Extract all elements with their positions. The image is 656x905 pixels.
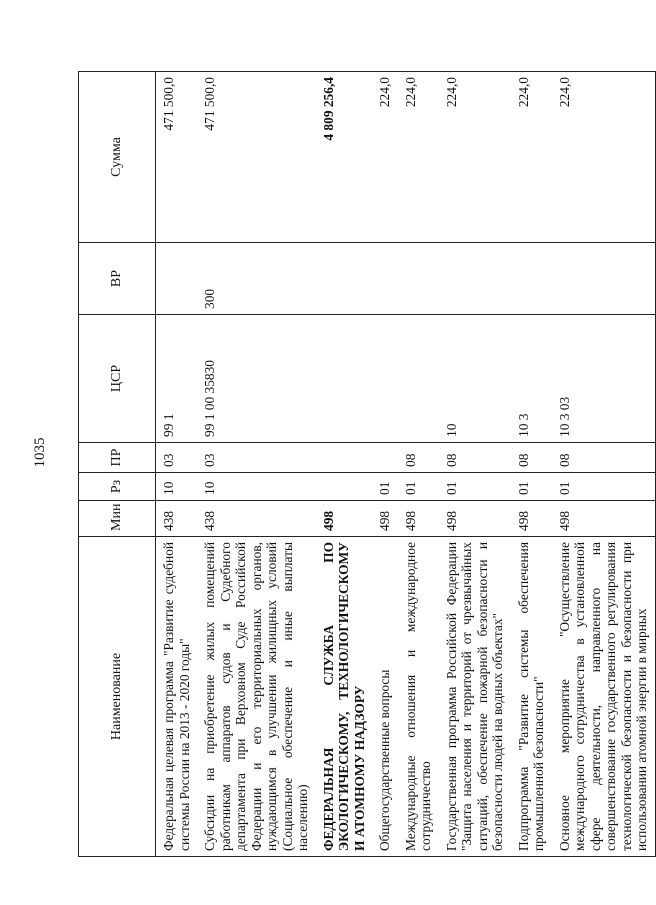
row-rz: 10 [197, 473, 316, 501]
row-min: 498 [552, 501, 656, 537]
row-name: Основное мероприятие "Осуществление международного сотрудничества в установленной сфере деятельности, направленного на совершенствование государственного регулирования технологической безопасности и безопасности при использовании атомной энергии в мирных [552, 537, 656, 857]
row-name: Общегосударственные вопросы [372, 537, 398, 857]
row-name: Субсидии на приобретение жилых помещений работникам аппаратов судов и Судебного департамента при Верховном Суде Российской Федерации и его территориальных органов, нуждающимся в улучшении жилищных условий (Социальное обеспечение и иные выплаты населению) [197, 537, 316, 857]
row-rz: 01 [398, 473, 439, 501]
row-name: ФЕДЕРАЛЬНАЯ СЛУЖБА ПО ЭКОЛОГИЧЕСКОМУ, ТЕХНОЛОГИЧЕСКОМУ И АТОМНОМУ НАДЗОРУ [316, 537, 373, 857]
table-row [372, 72, 398, 857]
row-sum: 224,0 [552, 72, 656, 243]
row-name: Государственная программа Российской Федерации "Защита населения и территорий от чрезвычайных ситуаций, обеспечение пожарной безопасности и безопасности людей на водных объектах" [439, 537, 511, 857]
row-pr [372, 443, 398, 473]
row-sum: 224,0 [511, 72, 552, 243]
row-pr: 08 [552, 443, 656, 473]
row-name: Подпрограмма "Развитие системы обеспечения промышленной безопасности" [511, 537, 552, 857]
row-pr: 08 [398, 443, 439, 473]
row-csr: 99 1 [156, 315, 198, 443]
header-min: Мин [79, 501, 156, 537]
row-vr [398, 243, 439, 315]
row-csr: 10 [439, 315, 511, 443]
table-row [552, 72, 656, 857]
header-csr: ЦСР [79, 315, 156, 443]
row-rz: 01 [511, 473, 552, 501]
row-csr: 99 1 00 35830 [197, 315, 316, 443]
row-name: Международные отношения и международное сотрудничество [398, 537, 439, 857]
row-csr: 10 3 [511, 315, 552, 443]
row-vr [316, 243, 373, 315]
table-row [439, 72, 511, 857]
table-row [156, 72, 198, 857]
row-sum: 471 500,0 [156, 72, 198, 243]
row-pr: 03 [197, 443, 316, 473]
header-name: Наименование [79, 537, 156, 857]
row-pr: 08 [439, 443, 511, 473]
row-pr: 03 [156, 443, 198, 473]
header-row [79, 72, 156, 857]
row-csr [316, 315, 373, 443]
row-vr [552, 243, 656, 315]
row-rz [316, 473, 373, 501]
row-min: 498 [372, 501, 398, 537]
row-name: Федеральная целевая программа "Развитие судебной системы России на 2013 - 2020 годы" [156, 537, 198, 857]
row-vr [439, 243, 511, 315]
row-rz: 10 [156, 473, 198, 501]
row-pr: 08 [511, 443, 552, 473]
row-sum: 224,0 [439, 72, 511, 243]
table-row [316, 72, 373, 857]
row-csr: 10 3 03 [552, 315, 656, 443]
row-sum: 471 500,0 [197, 72, 316, 243]
row-min: 438 [197, 501, 316, 537]
row-pr [316, 443, 373, 473]
table-row [197, 72, 316, 857]
row-rz: 01 [439, 473, 511, 501]
row-vr [372, 243, 398, 315]
row-sum: 4 809 256,4 [316, 72, 373, 243]
row-sum: 224,0 [372, 72, 398, 243]
header-vr: ВР [79, 243, 156, 315]
budget-table [78, 71, 656, 857]
row-csr [372, 315, 398, 443]
header-rz: Рз [79, 473, 156, 501]
table-row [398, 72, 439, 857]
table-row [511, 72, 552, 857]
row-vr: 300 [197, 243, 316, 315]
row-rz: 01 [372, 473, 398, 501]
row-rz: 01 [552, 473, 656, 501]
row-csr [398, 315, 439, 443]
row-min: 438 [156, 501, 198, 537]
row-min: 498 [511, 501, 552, 537]
page-number: 1035 [32, 437, 48, 468]
row-vr [511, 243, 552, 315]
row-min: 498 [439, 501, 511, 537]
row-sum: 224,0 [398, 72, 439, 243]
header-pr: ПР [79, 443, 156, 473]
row-vr [156, 243, 198, 315]
row-min: 498 [316, 501, 373, 537]
header-sum: Сумма [79, 72, 156, 243]
row-min: 498 [398, 501, 439, 537]
